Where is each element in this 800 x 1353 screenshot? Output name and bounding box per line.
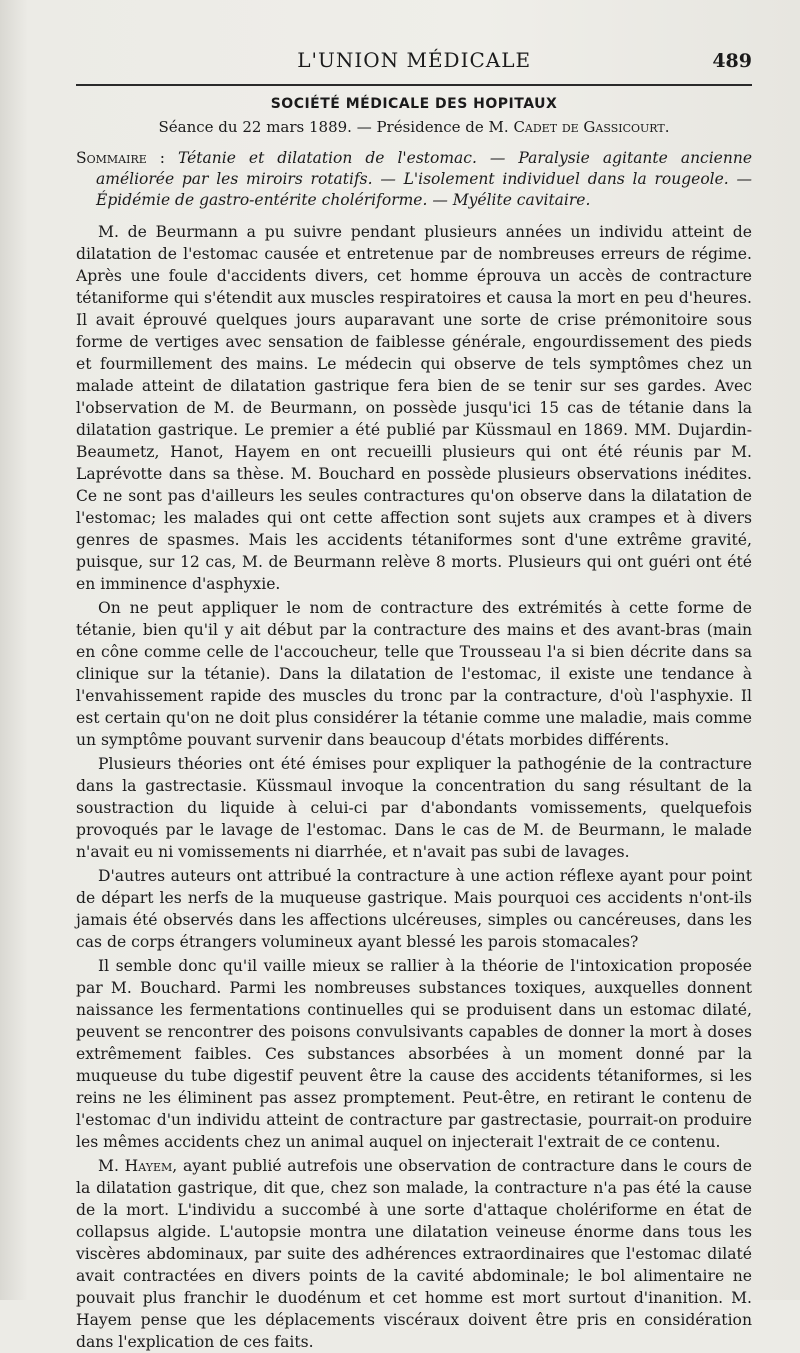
session-end: .	[664, 118, 670, 136]
paragraph-hayem	[76, 1155, 752, 1353]
paragraph: Il semble donc qu'il vaille mieux se rallier à la théorie de l'intoxication proposée par M. Bouchard. Parmi les nombreuses substances toxiques, auxquelles donnent naissance les fermentations continuelles qui se produisent dans un estomac dilaté, peuvent se rencontrer des poisons convulsivants capables de donner la mort à doses extrêmement faibles. Ces substances absorbées à un moment donné par la muqueuse du tube digestif peuvent être la cause des accidents tétaniformes, si les reins ne les éliminent pas assez promptement. Peut-être, en retirant le contenu de l'estomac d'un individu atteint de contracture par gastrectasie, pourrait-on produire les mêmes accidents chez un animal auquel on injecterait l'extrait de ce contenu.	[76, 957, 752, 1151]
summary-separator: :	[146, 149, 178, 167]
paragraph: D'autres auteurs ont attribué la contracture à une action réflexe ayant pour point de départ les nerfs de la muqueuse gastrique. Mais pourquoi ces accidents n'ont-ils jamais été observés dans les affections ulcéreuses, simples ou cancéreuses, dans les cas de corps étrangers volumineux ayant blessé les parois stomacales?	[76, 867, 752, 951]
paragraph: Plusieurs théories ont été émises pour expliquer la pathogénie de la contracture dans la gastrectasie. Küssmaul invoque la concentration du sang résultant de la soustraction du liquide à celui-ci par d'abondants vomissements, quelquefois provoqués par le lavage de l'estomac. Dans le cas de M. de Beurmann, le malade n'avait eu ni vomissements ni diarrhée, et n'avait pas subi de lavages.	[76, 755, 752, 861]
paragraph: M. de Beurmann a pu suivre pendant plusieurs années un individu atteint de dilatation de l'estomac causée et entretenue par de nombreuses erreurs de régime. Après une foule d'accidents divers, cet homme éprouva un accès de contracture tétaniforme qui s'étendit aux muscles respiratoires et causa la mort en peu d'heures. Il avait éprouvé quelques jours auparavant une sorte de crise prémonitoire sous forme de vertiges avec sensation de faiblesse générale, engourdissement des pieds et fourmillement des mains. Le médecin qui observe de tels symptômes chez un malade atteint de dilatation gastrique fera bien de se tenir sur ses gardes. Avec l'observation de M. de Beurmann, on possède jusqu'ici 15 cas de tétanie dans la dilatation gastrique. Le premier a été publié par Küssmaul en 1869. MM. Dujardin-Beaumetz, Hanot, Hayem en ont recueilli plusieurs qui ont été réunis par M. Laprévotte dans sa thèse. M. Bouchard en possède plusieurs observations inédites. Ce ne sont pas d'ailleurs les seules contractures qu'on observe dans la dilatation de l'estomac; les malades qui ont cette affection sont sujets aux crampes et à divers genres de spasmes. Mais les accidents tétaniformes sont d'une extrême gravité, puisque, sur 12 cas, M. de Beurmann relève 8 morts. Plusieurs qui ont guéri ont été en imminence d'asphyxie.	[76, 223, 752, 593]
session-line	[76, 118, 752, 136]
summary-items: Tétanie et dilatation de l'estomac. — Paralysie agitante ancienne améliorée par les miroirs rotatifs. — L'isolement individuel dans la rougeole. — Épidémie de gastro-entérite cholériforme. — Myélite cavitaire.	[96, 149, 752, 209]
speaker-name: M. Hayem	[98, 1157, 173, 1175]
paragraph-text: , ayant publié autrefois une observation de contracture dans le cours de la dilatation gastrique, dit que, chez son malade, la contracture n'a pas été la cause de la mort. L'individu a succombé à une sorte d'attaque cholériforme en état de collapsus algide. L'autopsie montra une dilatation veineuse énorme dans tous les viscères abdominaux, par suite des adhérences extraordinaires que l'estomac dilaté avait contractées en divers points de la cavité abdominale; le bol alimentaire ne pouvait plus franchir le duodénum et cet homme est mort surtout d'inanition. M. Hayem pense que les déplacements viscéraux doivent être pris en considération dans l'explication de ces faits.	[76, 1157, 752, 1351]
summary-label: Sommaire	[76, 149, 147, 167]
summary-block	[76, 148, 752, 211]
journal-title: L'UNION MÉDICALE	[297, 48, 532, 72]
page-number: 489	[712, 50, 752, 72]
paragraph: On ne peut appliquer le nom de contracture des extrémités à cette forme de tétanie, bien qu'il y ait début par la contracture des mains et des avant-bras (main en cône comme celle de l'accoucheur, telle que Trousseau l'a si bien décrite dans sa clinique sur la tétanie). Dans la dilatation de l'estomac, il existe une tendance à l'envahissement rapide des muscles du tronc par la contracture, d'où l'asphyxie. Il est certain qu'on ne doit plus considérer la tétanie comme une maladie, mais comme un symptôme pouvant survenir dans beaucoup d'états morbides différents.	[76, 599, 752, 749]
session-president: Cadet de Gassicourt	[513, 118, 665, 136]
session-date: Séance du 22 mars 1889. — Présidence de M.	[158, 118, 514, 136]
running-header	[76, 48, 752, 86]
section-title: SOCIÉTÉ MÉDICALE DES HOPITAUX	[270, 96, 558, 112]
